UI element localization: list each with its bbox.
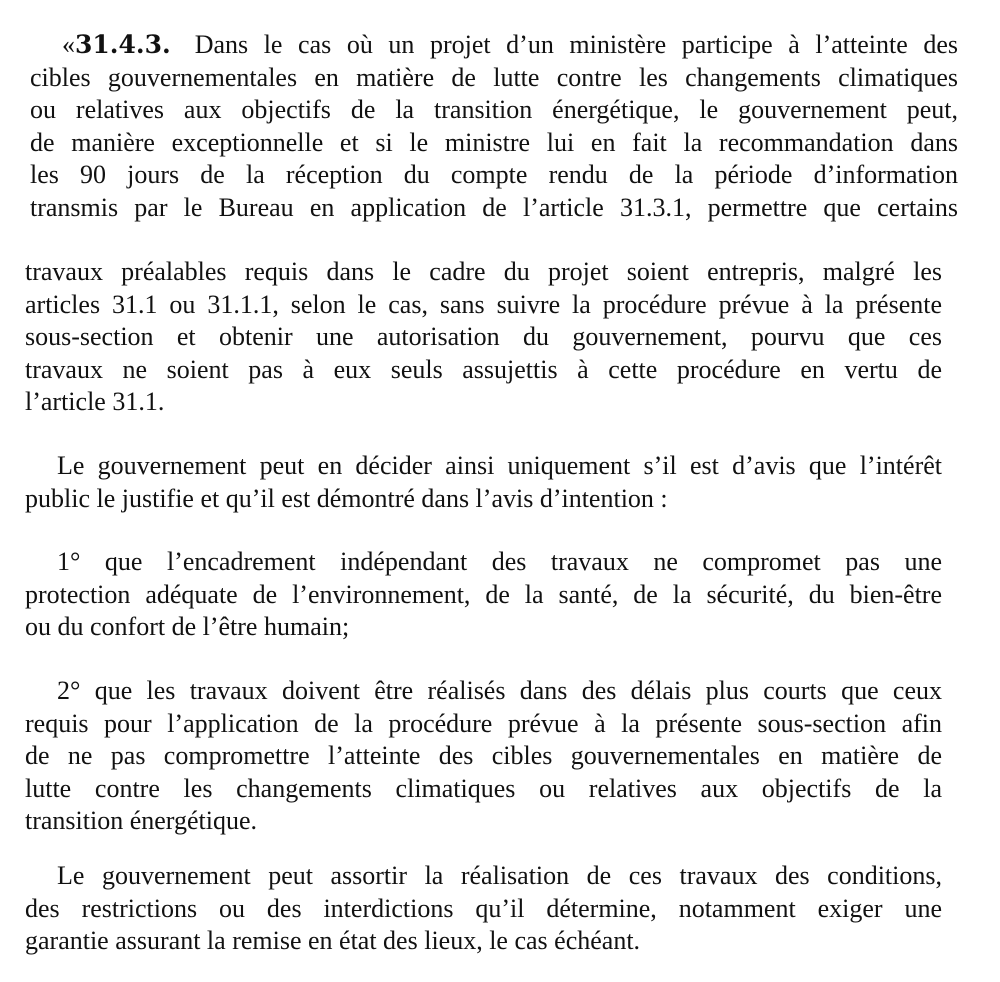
article-heading-line: [30, 29, 958, 62]
text-line: transition énergétique.: [25, 806, 258, 836]
text-line: Le gouvernement peut assortir la réalisation de ces travaux des conditions,: [57, 861, 942, 890]
text-line: sous-section et obtenir une autorisation du gouvernement, pourvu que ces: [25, 322, 942, 352]
text-line: requis pour l’application de la procédure prévue à la présente sous-section afin: [25, 708, 942, 738]
text-line: lutte contre les changements climatiques ou relatives aux objectifs de la: [25, 773, 942, 803]
text-line: de ne pas compromettre l’atteinte des cibles gouvernementales en matière de: [25, 741, 942, 771]
text-line: travaux ne soient pas à eux seuls assujettis à cette procédure en vertu de: [25, 354, 942, 384]
text-line: ou du confort de l’être humain;: [25, 612, 350, 642]
text-line: de manière exceptionnelle et si le ministre lui en fait la recommandation dans: [30, 127, 958, 157]
text-line: Le gouvernement peut en décider ainsi uniquement s’il est d’avis que l’intérêt: [57, 451, 942, 480]
article-number: 31.4.3.: [75, 30, 171, 59]
text-line: 2° que les travaux doivent être réalisés dans des délais plus courts que ceux: [57, 676, 942, 705]
paragraph-condition-2: [25, 675, 942, 838]
text-line: articles 31.1 ou 31.1.1, selon le cas, sans suivre la procédure prévue à la présente: [25, 289, 942, 319]
text-line: les 90 jours de la réception du compte rendu de la période d’information: [30, 160, 958, 190]
paragraph-conditions-intro: [25, 450, 942, 515]
text-line: public le justifie et qu’il est démontré dans l’avis d’intention :: [25, 483, 668, 513]
article-31-4-3-opening: [30, 29, 958, 225]
text-line: travaux préalables requis dans le cadre du projet soient entrepris, malgré les: [25, 257, 942, 286]
text-line: garantie assurant la remise en état des lieux, le cas échéant.: [25, 926, 641, 956]
text-line: transmis par le Bureau en application de l’article 31.3.1, permettre que certains: [30, 192, 958, 222]
paragraph-condition-1: [25, 546, 942, 644]
text-line: des restrictions ou des interdictions qu’il détermine, notamment exiger une: [25, 893, 942, 923]
text-line: cibles gouvernementales en matière de lutte contre les changements climatiques: [30, 62, 958, 92]
text-line: l’article 31.1.: [25, 387, 165, 417]
text-line: ou relatives aux objectifs de la transition énergétique, le gouvernement peut,: [30, 95, 958, 125]
paragraph-continuation: [25, 256, 942, 419]
first-line-text: Dans le cas où un projet d’un ministère participe à l’atteinte des: [194, 30, 958, 59]
open-quote: «: [62, 30, 75, 59]
text-line: 1° que l’encadrement indépendant des travaux ne compromet pas une: [57, 547, 942, 576]
text-line: protection adéquate de l’environnement, de la santé, de la sécurité, du bien-être: [25, 579, 942, 609]
paragraph-conditions-guarantee: [25, 860, 942, 958]
